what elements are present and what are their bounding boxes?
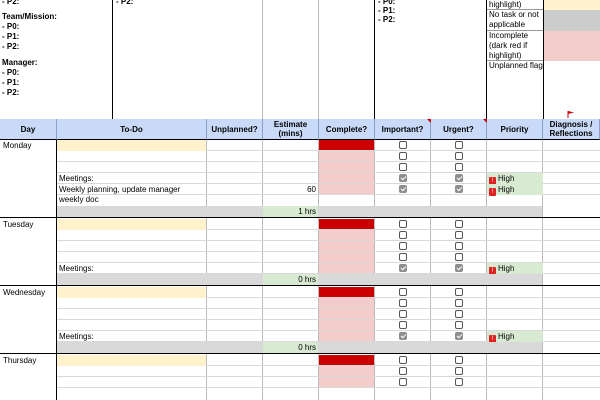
note-marker-icon xyxy=(483,119,487,123)
urgent-checkbox[interactable] xyxy=(455,242,463,250)
urgent-checkbox[interactable] xyxy=(455,310,463,318)
priority-label: High xyxy=(498,174,515,183)
header-urgent[interactable]: Urgent? xyxy=(431,119,487,140)
important-checkbox[interactable] xyxy=(399,141,407,149)
complete-cell[interactable] xyxy=(319,366,374,376)
header-unplanned[interactable]: Unplanned? xyxy=(207,119,263,140)
day-label: Wednesday xyxy=(3,288,46,297)
important-checkbox[interactable] xyxy=(399,253,407,261)
urgent-checkbox[interactable] xyxy=(455,231,463,239)
estimate-total: 0 hrs xyxy=(263,342,318,353)
col3-p0: - P0: xyxy=(378,0,396,6)
priority-label: High xyxy=(498,332,515,341)
todo-text: Weekly planning, update manager weekly doc xyxy=(59,185,181,204)
estimate-total: 1 hrs xyxy=(263,206,318,217)
todo-cell[interactable] xyxy=(57,219,206,230)
header-estimate[interactable]: Estimate (mins) xyxy=(263,119,319,140)
priority-label: High xyxy=(498,264,515,273)
priority-chip[interactable] xyxy=(487,184,543,195)
priority-label: High xyxy=(498,185,515,194)
important-checkbox[interactable] xyxy=(399,367,407,375)
todo-cell[interactable] xyxy=(57,377,206,388)
important-checkbox[interactable] xyxy=(399,378,407,386)
todo-cell[interactable] xyxy=(57,320,206,331)
day-divider xyxy=(0,353,600,354)
complete-cell[interactable] xyxy=(319,377,374,387)
team-p0: - P0: xyxy=(2,22,20,31)
todo-cell[interactable] xyxy=(57,366,206,377)
todo-cell[interactable] xyxy=(57,309,206,320)
todo-text: Meetings: xyxy=(59,332,94,341)
important-checkbox[interactable] xyxy=(399,220,407,228)
priority-chip[interactable] xyxy=(487,173,543,184)
todo-text: Meetings: xyxy=(59,264,94,273)
manager-p0: - P0: xyxy=(2,68,20,77)
complete-cell[interactable] xyxy=(319,331,374,341)
important-checkbox[interactable] xyxy=(399,288,407,296)
important-checkbox[interactable] xyxy=(399,264,407,272)
urgent-checkbox[interactable] xyxy=(455,163,463,171)
todo-cell[interactable] xyxy=(57,287,206,298)
day-divider xyxy=(0,217,600,218)
complete-cell[interactable] xyxy=(319,162,374,172)
important-checkbox[interactable] xyxy=(399,231,407,239)
urgent-checkbox[interactable] xyxy=(455,356,463,364)
important-checkbox[interactable] xyxy=(399,356,407,364)
header-important[interactable]: Important? xyxy=(375,119,431,140)
complete-cell[interactable] xyxy=(319,287,374,297)
col3-p1: - P1: xyxy=(378,6,396,15)
important-checkbox[interactable] xyxy=(399,174,407,182)
urgent-checkbox[interactable] xyxy=(455,299,463,307)
important-checkbox[interactable] xyxy=(399,163,407,171)
complete-cell[interactable] xyxy=(319,184,374,194)
complete-cell[interactable] xyxy=(319,173,374,183)
priority-flag-icon: ! xyxy=(489,188,496,196)
manager-p1: - P1: xyxy=(2,78,20,87)
complete-cell[interactable] xyxy=(319,230,374,240)
important-checkbox[interactable] xyxy=(399,332,407,340)
complete-cell[interactable] xyxy=(319,298,374,308)
note-marker-icon xyxy=(427,119,431,123)
todo-cell[interactable] xyxy=(57,140,206,151)
urgent-checkbox[interactable] xyxy=(455,367,463,375)
day-label: Tuesday xyxy=(3,220,34,229)
legend-unplanned: Unplanned flag xyxy=(489,61,543,70)
important-checkbox[interactable] xyxy=(399,310,407,318)
urgent-checkbox[interactable] xyxy=(455,185,463,193)
complete-cell[interactable] xyxy=(319,320,374,330)
day-divider xyxy=(0,285,600,286)
estimate-total: 0 hrs xyxy=(263,274,318,285)
team-mission-title: Team/Mission: xyxy=(2,12,57,21)
legend-incomplete-swatch xyxy=(544,31,600,61)
urgent-checkbox[interactable] xyxy=(455,332,463,340)
manager-p2: - P2: xyxy=(2,88,20,97)
complete-cell[interactable] xyxy=(319,140,374,150)
day-label: Monday xyxy=(3,141,32,150)
important-checkbox[interactable] xyxy=(399,185,407,193)
priority-flag-icon: ! xyxy=(489,177,496,185)
urgent-checkbox[interactable] xyxy=(455,264,463,272)
urgent-checkbox[interactable] xyxy=(455,288,463,296)
todo-cell[interactable] xyxy=(57,252,206,263)
urgent-checkbox[interactable] xyxy=(455,253,463,261)
goals-top-partial: - P2: xyxy=(2,0,20,6)
header-diagnosis[interactable]: Diagnosis / Reflections xyxy=(543,119,600,140)
legend-no-task-swatch xyxy=(544,10,600,31)
urgent-checkbox[interactable] xyxy=(455,152,463,160)
header-day[interactable]: Day xyxy=(0,119,57,140)
todo-cell[interactable] xyxy=(57,241,206,252)
urgent-checkbox[interactable] xyxy=(455,220,463,228)
complete-cell[interactable] xyxy=(319,241,374,251)
urgent-checkbox[interactable] xyxy=(455,378,463,386)
priority-chip[interactable] xyxy=(487,263,543,274)
legend-no-task: No task or not applicable xyxy=(487,10,543,31)
todo-cell[interactable] xyxy=(57,230,206,241)
legend-highlight: highlight) xyxy=(487,0,543,10)
priority-flag-icon: ! xyxy=(489,335,496,343)
estimate-value[interactable]: 60 xyxy=(307,185,316,194)
complete-cell[interactable] xyxy=(319,219,374,229)
manager-title: Manager: xyxy=(2,58,38,67)
header-complete[interactable]: Complete? xyxy=(319,119,375,140)
urgent-checkbox[interactable] xyxy=(455,174,463,182)
todo-cell[interactable] xyxy=(57,151,206,162)
col2-p2: - P2: xyxy=(116,0,134,6)
complete-cell[interactable] xyxy=(319,151,374,161)
legend-highlight-swatch xyxy=(544,0,600,10)
header-todo[interactable]: To-Do xyxy=(57,119,207,140)
complete-cell[interactable] xyxy=(319,263,374,273)
important-checkbox[interactable] xyxy=(399,299,407,307)
todo-cell[interactable] xyxy=(57,298,206,309)
complete-cell[interactable] xyxy=(319,355,374,365)
col3-p2: - P2: xyxy=(378,15,396,24)
todo-text: Meetings: xyxy=(59,174,94,183)
todo-cell[interactable] xyxy=(57,355,206,366)
todo-cell[interactable] xyxy=(57,162,206,173)
complete-cell[interactable] xyxy=(319,309,374,319)
urgent-checkbox[interactable] xyxy=(455,141,463,149)
priority-chip[interactable] xyxy=(487,331,543,342)
important-checkbox[interactable] xyxy=(399,152,407,160)
important-checkbox[interactable] xyxy=(399,242,407,250)
team-p1: - P1: xyxy=(2,32,20,41)
complete-cell[interactable] xyxy=(319,252,374,262)
team-p2: - P2: xyxy=(2,42,20,51)
important-checkbox[interactable] xyxy=(399,321,407,329)
legend-incomplete: Incomplete (dark red if highlight) xyxy=(487,31,543,61)
flag-icon xyxy=(566,110,576,118)
urgent-checkbox[interactable] xyxy=(455,321,463,329)
priority-flag-icon: ! xyxy=(489,267,496,275)
header-priority[interactable]: Priority xyxy=(487,119,543,140)
day-label: Thursday xyxy=(3,356,37,365)
